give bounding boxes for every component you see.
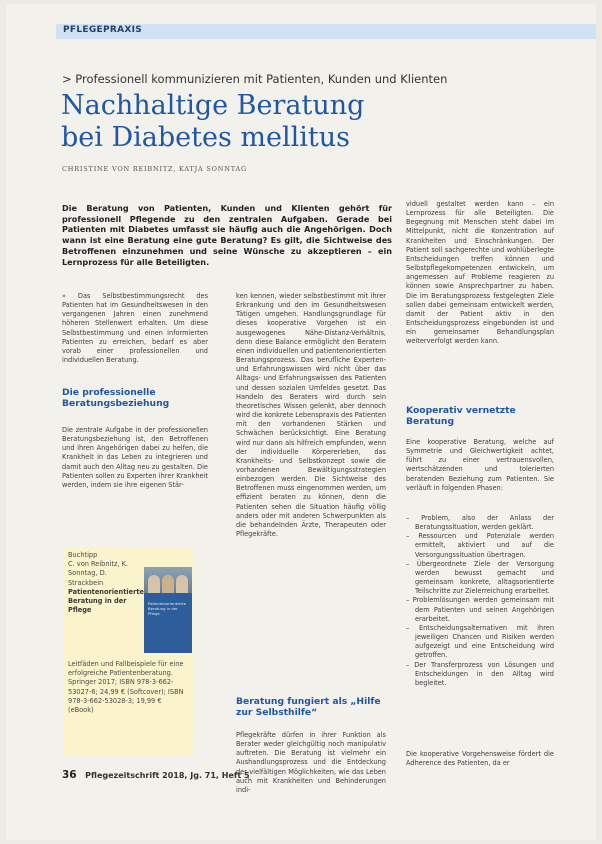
cover-title: Patientenorientierte Beratung in der Pflege <box>148 601 186 616</box>
column-3-intro <box>406 438 554 514</box>
list-item: – Problem, also der Anlass der Beratungssituation, werden geklärt. <box>406 514 554 532</box>
list-item: – Ressourcen und Potenziale werden ermittelt, aktiviert und auf die Versorgungssituation übertragen. <box>406 532 554 559</box>
column-2-body <box>236 292 386 678</box>
page-number: 36 <box>62 769 77 781</box>
beratungsbeziehung-paragraph: Die zentrale Aufgabe in der professionellen Beratungsbeziehung ist, den Betroffenen und ihren Angehörigen dabei zu helfen, die Krankheit in das Leben zu integrieren und damit auch den Alltag neu zu gestalten. Die Patienten sollen zu Experten ihrer Krankheit werden, indem sie ihre eigenen Stär- <box>62 426 208 489</box>
book-tip-reference: Leitfäden und Fallbeispiele für eine erfolgreiche Patientenberatung. Springer 2017; ISBN 978-3-662-53027-6; 24,99 € (Softcover); ISBN 978-3-662-53028-3; 19,99 € (eBook) <box>68 660 184 715</box>
column-1-intro <box>62 292 208 365</box>
section-label: PFLEGEPRAXIS <box>63 25 143 35</box>
magazine-page <box>6 4 596 840</box>
cover-photo <box>144 567 192 593</box>
book-tip-info <box>68 551 144 615</box>
kicker: > Professionell kommunizieren mit Patienten, Kunden und Klienten <box>62 72 448 86</box>
column-1-body <box>62 426 208 518</box>
column-3-paragraph: viduell gestaltet werden kann – ein Lernprozess für alle Beteiligten. Die Begegnung mit Menschen steht dabei im Mittelpunkt, nicht die Konzentration auf Krankheiten und Einschränkungen. Der Patient soll sachgerechte und wohlüberlegte Entscheidungen treffen können und Selbstpflegekompetenzen entwickeln, um angemessen auf Probleme reagieren zu können sowie Ansprechpartner zu haben. Die im Beratungsprozess festgelegten Ziele sollen dabei gemeinsam entwickelt werden, damit der Patient aktiv in den Entscheidungsprozess eingebunden ist und ein gemeinsamer Behandlungsplan weiterverfolgt werden kann. <box>406 200 554 346</box>
book-cover-image <box>144 567 192 653</box>
phase-list <box>406 514 554 688</box>
lead-paragraph: Die Beratung von Patienten, Kunden und Klienten gehört für professionell Pflegende zu den zentralen Aufgaben. Gerade bei Patienten mit Diabetes umfasst sie häufig auch die Angehörigen. Doch wann ist eine Beratung eine gute Beratung? Es gilt, die Sichtweise des Betroffenen einzunehmen und seine Wünsche zu akzeptieren – ein Lernprozess für alle Beteiligten. <box>62 203 392 267</box>
intro-paragraph: » Das Selbstbestimmungsrecht des Patienten hat im Gesundheitswesen in den vergangenen Jahren einen zunehmend höheren Stellenwert erhalten. Um diese Selbstbestimmung und einen informierten Patienten zu erreichen, bedarf es aber vorab einer professionellen und individuellen Beratung. <box>62 292 208 365</box>
author-line: CHRISTINE VON REIBNITZ, KATJA SONNTAG <box>62 165 247 173</box>
phase-list-container <box>406 514 554 739</box>
book-tip-authors: C. von Reibnitz, K. Sonntag, D. Strackbein <box>68 560 129 587</box>
publication-info: Pflegezeitschrift 2018, Jg. 71, Heft 5 <box>85 771 250 780</box>
hilfe-paragraph: Pflegekräfte dürfen in ihrer Funktion als Berater weder gleichgültig noch manipulativ auftreten. Die Beratung ist vielmehr ein Aushandlungsprozess und die Entdeckung der vielfältigen Möglichkeiten, wie das Leben auch mit Krankheiten und Behinderungen indi- <box>236 731 386 794</box>
article-title <box>61 90 561 154</box>
column-2-paragraph: ken kennen, wieder selbstbestimmt mit ihrer Erkrankung und den im Gesundheitswesen Tätigen umgehen. Handlungsgrundlage für dieses kooperative Vorgehen ist ein ausgewogenes Nähe-Distanz-Verhältnis, denn diese Balance ermöglicht den Beratern einen individuellen und patientenorientierten Beratungsprozess. Das berufliche Experten- und Erfahrungswissen wird nicht über das Alltags- und Erfahrungswissen des Patienten und dessen sozialen Umfeldes gesetzt. Das Handeln des Beraters wird durch sein theoretisches Wissen gelenkt, aber dennoch wird die konkrete Lebenspraxis des Patienten mit den vorhandenen Stärken und Schwächen berücksichtigt. Eine Beratung wird nur dann als hilfreich empfunden, wenn der individuelle Körpererleben, das Krankheits- und Selbstkonzept sowie die vorhandenen Bewältigungsstrategien einbezogen werden. Die Sichtweise des Betroffenen muss eingenommen werden, um effizient beraten zu können, denn die Patienten sehen die Situation häufig völlig anders oder mit anderen Schwerpunkten als die behandelnden Ärzte, Therapeuten oder Pflegekräfte. <box>236 292 386 539</box>
list-item: – Problemlösungen werden gemeinsam mit dem Patienten und seinen Angehörigen erarbeitet. <box>406 596 554 623</box>
kooperativ-paragraph: Eine kooperative Beratung, welche auf Symmetrie und Gleichwertigkeit achtet, führt zu einer vertrauensvollen, wertschätzenden und tolerierten beratenden Beziehung zum Patienten. Sie verläuft in folgenden Phasen: <box>406 438 554 492</box>
adherence-paragraph: Die kooperative Vorgehensweise fördert die Adherence des Patienten, da er <box>406 750 554 768</box>
book-tip-label: Buchtipp <box>68 551 98 559</box>
section-band <box>56 24 596 39</box>
list-item: – Der Transferprozess von Lösungen und Entscheidungen in den Alltag wird begleitet. <box>406 661 554 688</box>
title-line-2: bei Diabetes mellitus <box>61 122 350 153</box>
book-tip-title: Patientenorientierte Beratung in der Pflege <box>68 587 144 615</box>
column-3-top <box>406 200 554 394</box>
book-tip-box <box>64 547 194 756</box>
page-footer <box>62 769 362 781</box>
column-3-bottom <box>406 750 554 780</box>
heading-hilfe-zur-selbsthilfe: Beratung fungiert als „Hilfe zur Selbsthilfe“ <box>236 696 381 718</box>
list-item: – Übergeordnete Ziele der Versorgung werden bewusst gemacht und gemeinsam konkrete, alltagsorientierte Teilschritte zur Zielerreichung erarbeitet. <box>406 560 554 597</box>
title-line-1: Nachhaltige Beratung <box>61 90 365 121</box>
heading-beratungsbeziehung: Die professionelle Beratungsbeziehung <box>62 387 170 409</box>
heading-kooperativ-vernetzte-beratung: Kooperativ vernetzte Beratung <box>406 405 516 427</box>
list-item: – Entscheidungsalternativen mit ihren jeweiligen Chancen und Risiken werden aufgezeigt und eine Entscheidung wird getroffen. <box>406 624 554 661</box>
